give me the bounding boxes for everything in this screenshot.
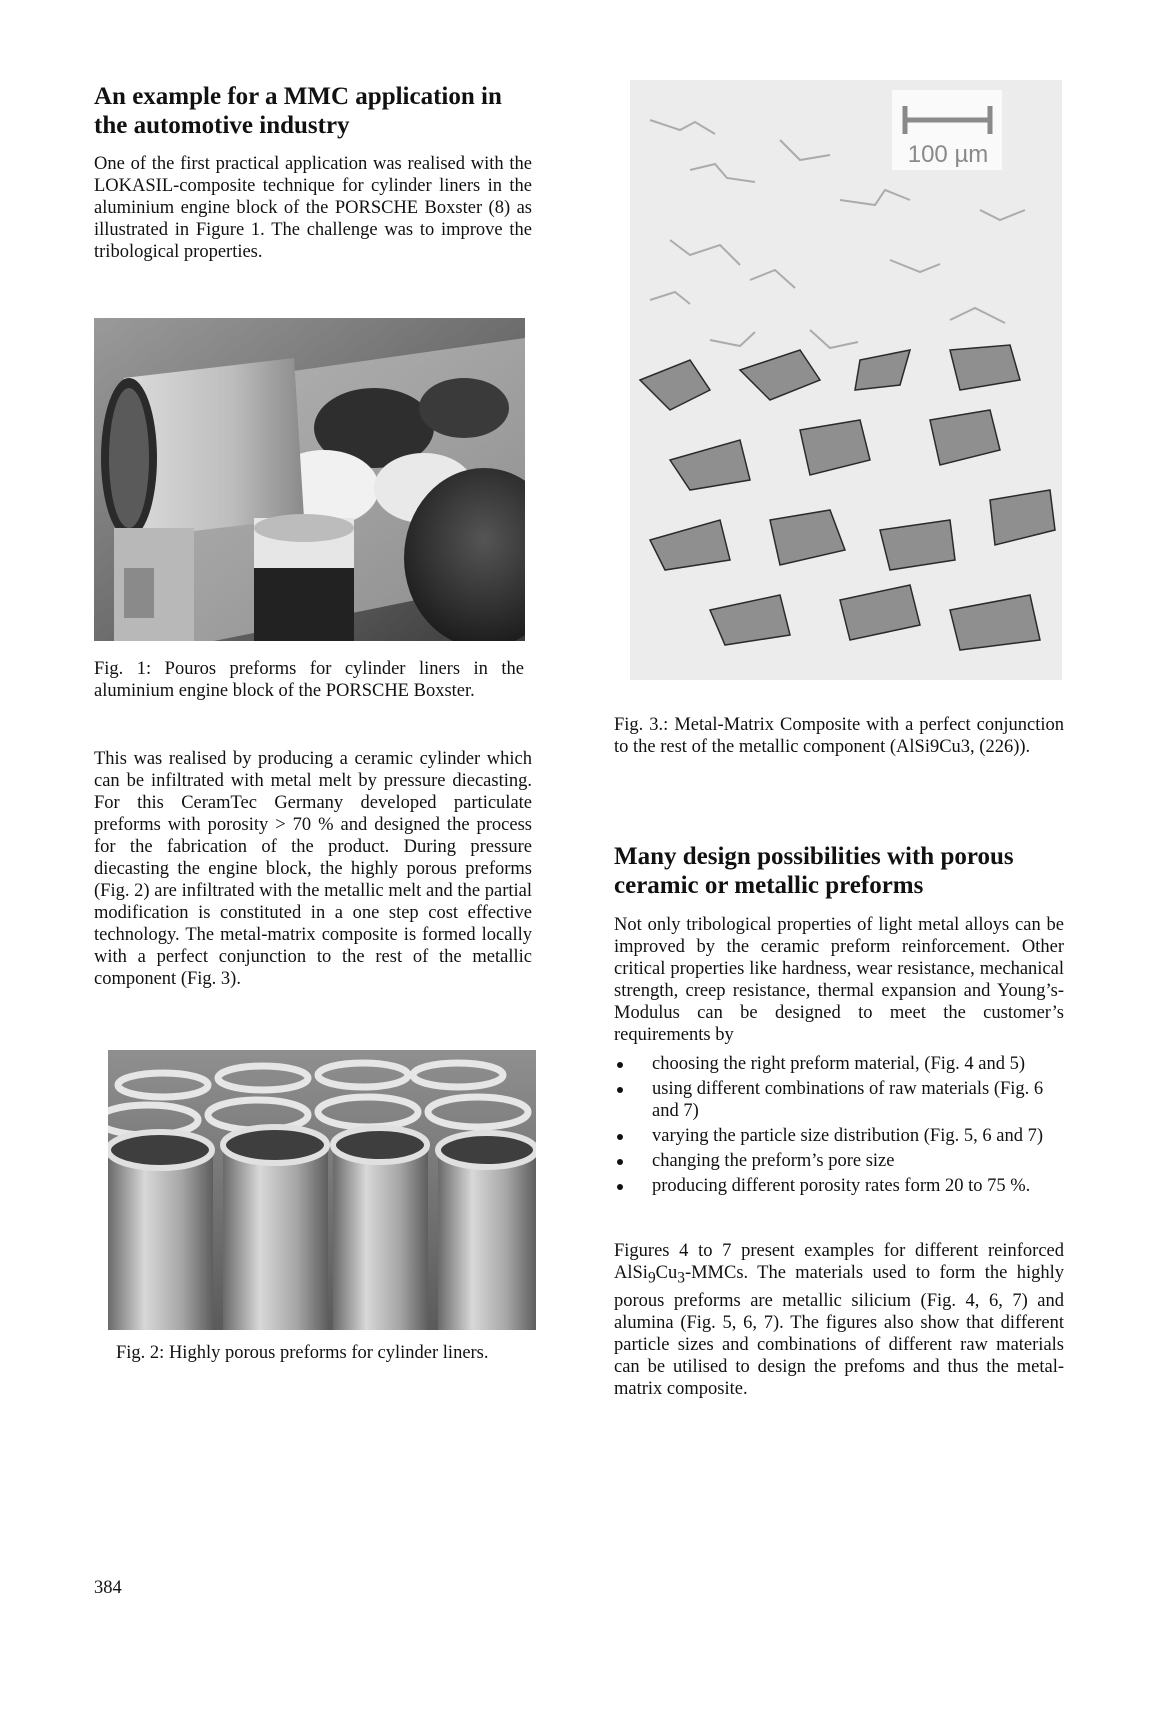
figure-3-micrograph [630, 80, 1062, 680]
figure-1-engine-block-photo [94, 318, 525, 641]
design-options-list [614, 1053, 1064, 1200]
list-item: changing the preform’s pore size [614, 1150, 1064, 1172]
scale-bar-label: 100 µm [907, 141, 989, 168]
paragraph-intro: One of the first practical application was realised with the LOKASIL-composite technique for cylinder liners in the aluminium engine block of the PORSCHE Boxster (8) as illustrated in Figure 1. The challenge was to improve the tribological properties. [94, 154, 532, 262]
figure-2-preforms-photo [108, 1050, 536, 1330]
paragraph-properties: Not only tribological properties of light metal alloys can be improved by the ceramic preform reinforcement. Other critical properties like hardness, wear resistance, mechanical strength, creep resistance, thermal expansion and Young’s-Modulus can be designed to meet the customer’s requirements by [614, 915, 1064, 1045]
list-item: choosing the right preform material, (Fig. 4 and 5) [614, 1053, 1064, 1075]
list-item: producing different porosity rates form 20 to 75 %. [614, 1175, 1064, 1197]
page-number: 384 [94, 1578, 122, 1598]
figure-3-caption: Fig. 3.: Metal-Matrix Composite with a perfect conjunction to the rest of the metallic component (AlSi9Cu3, (226)). [614, 715, 1064, 757]
section-heading-design-possibilities: Many design possibilities with porous ceramic or metallic preforms [614, 843, 1014, 899]
section-heading-mmc-application: An example for a MMC application in the automotive industry [94, 83, 502, 139]
list-item: varying the particle size distribution (Fig. 5, 6 and 7) [614, 1125, 1064, 1147]
list-item: using different combinations of raw materials (Fig. 6 and 7) [614, 1078, 1064, 1122]
paragraph-examples: Figures 4 to 7 present examples for different reinforced $AlSi_9Cu_3$-MMCs. The materials used to form the highly porous preforms are metallic silicium (Fig. 4, 6, 7) and alumina (Fig. 5, 6, 7). The figures also show that different particle sizes and combinations of different raw materials can be utilised to design the prefoms and thus the metal-matrix composite. [614, 1241, 1064, 1399]
figure-1-caption: Fig. 1: Pouros preforms for cylinder liners in the aluminium engine block of the PORSCHE Boxster. [94, 659, 524, 701]
figure-2-caption: Fig. 2: Highly porous preforms for cylinder liners. [116, 1343, 489, 1363]
paragraph-realisation: This was realised by producing a ceramic cylinder which can be infiltrated with metal melt by pressure diecasting. For this CeramTec Germany developed particulate preforms with porosity > 70 % and designed the process for the fabrication of the product. During pressure diecasting the engine block, the highly porous preforms (Fig. 2) are infiltrated with the metallic melt and the partial modification is constituted in a one step cost effective technology. The metal-matrix composite is formed locally with a perfect conjunction to the rest of the metallic component (Fig. 3). [94, 749, 532, 989]
